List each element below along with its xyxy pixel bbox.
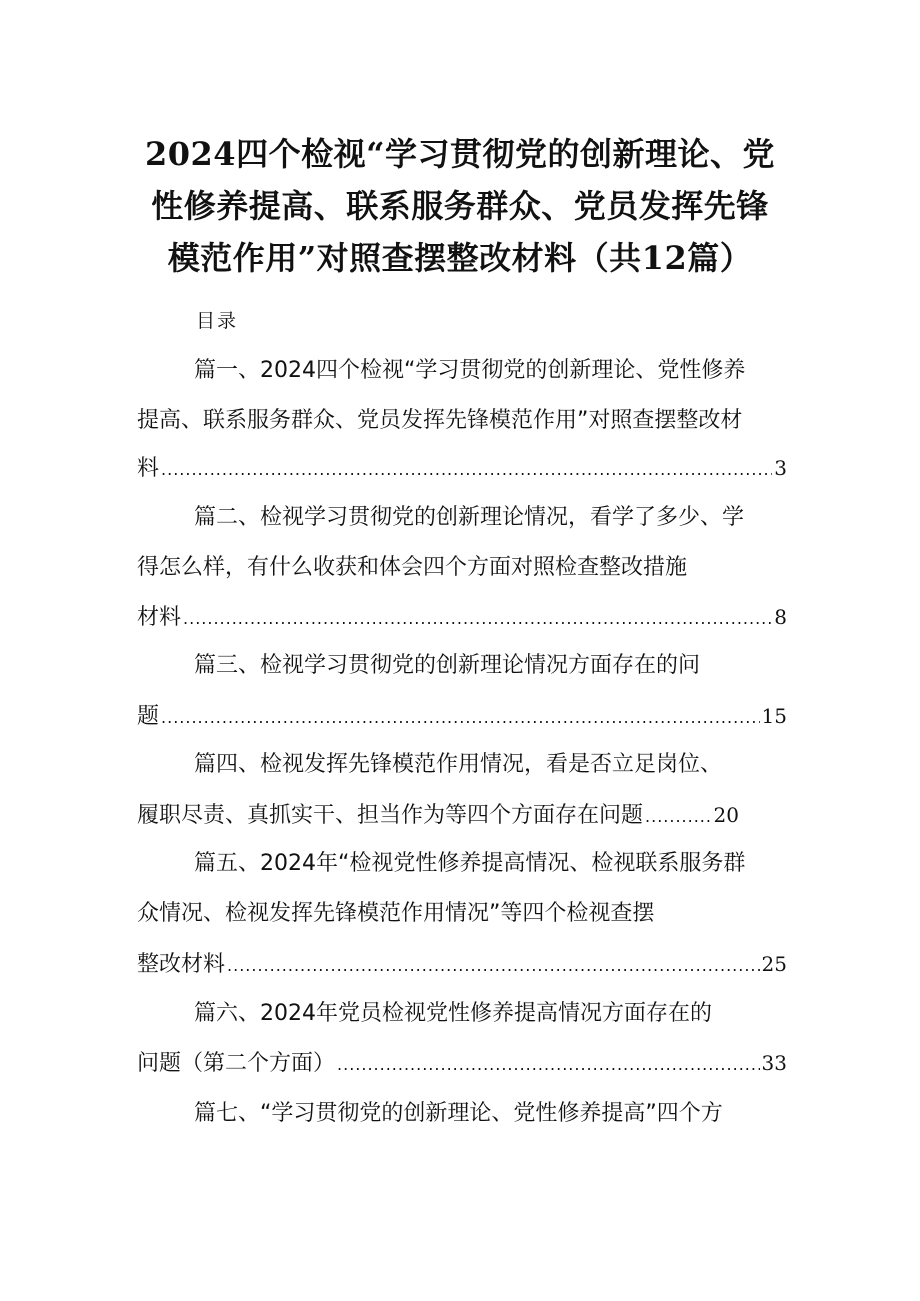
toc-entry-1-line-3[interactable] — [137, 448, 787, 488]
toc-entry-text: 履职尽责、真抓实干、担当作为等四个方面存在问题 — [137, 803, 644, 828]
toc-page-number: 15 — [761, 704, 787, 728]
toc-entry-1-line-1[interactable]: 篇一、2024四个检视“学习贯彻党的创新理论、党性修养 — [194, 358, 746, 383]
toc-page-number: 33 — [761, 1051, 787, 1075]
title-line-2: 性修养提高、联系服务群众、党员发挥先锋 — [151, 187, 769, 225]
toc-page-number: 25 — [761, 952, 787, 976]
toc-entry-2-line-3[interactable] — [137, 597, 787, 637]
toc-entry-4-line-1[interactable]: 篇四、检视发挥先锋模范作用情况，看是否立足岗位、 — [194, 752, 723, 777]
toc-entry-6-line-2[interactable] — [137, 1043, 787, 1083]
toc-entry-5-line-1[interactable]: 篇五、2024年“检视党性修养提高情况、检视联系服务群 — [194, 851, 746, 876]
dot-leader — [227, 946, 760, 986]
toc-entry-6-line-1[interactable]: 篇六、2024年党员检视党性修养提高情况方面存在的 — [194, 1001, 712, 1026]
toc-page-number: 3 — [774, 456, 787, 480]
dot-leader — [161, 698, 760, 738]
toc-entry-2-line-1[interactable]: 篇二、检视学习贯彻党的创新理论情况，看学了多少、学 — [194, 505, 745, 530]
toc-entry-2-line-2[interactable]: 得怎么样，有什么收获和体会四个方面对照检查整改措施 — [137, 555, 688, 580]
toc-entry-4-line-2[interactable] — [137, 795, 739, 835]
dot-leader — [161, 450, 772, 490]
toc-entry-7-line-1[interactable]: 篇七、“学习贯彻党的创新理论、党性修养提高”四个方 — [194, 1101, 723, 1126]
toc-entry-text: 题 — [137, 704, 160, 729]
title-line-1: 2024四个检视“学习贯彻党的创新理论、党 — [145, 135, 775, 173]
toc-entry-1-line-2[interactable]: 提高、联系服务群众、党员发挥先锋模范作用”对照查摆整改材 — [137, 408, 743, 433]
toc-entry-text: 料 — [137, 456, 160, 481]
dot-leader — [337, 1045, 760, 1085]
document-title — [120, 128, 800, 284]
toc-entry-5-line-2[interactable]: 众情况、检视发挥先锋模范作用情况”等四个检视查摆 — [137, 901, 655, 926]
toc-entry-text: 问题（第二个方面） — [137, 1051, 336, 1076]
toc-entry-text: 材料 — [137, 605, 182, 630]
dot-leader — [645, 797, 712, 837]
dot-leader — [183, 599, 772, 639]
toc-entry-3-line-1[interactable]: 篇三、检视学习贯彻党的创新理论情况方面存在的问 — [194, 653, 701, 678]
toc-page-number: 20 — [713, 803, 739, 827]
title-line-3: 模范作用”对照查摆整改材料（共12篇） — [167, 239, 753, 277]
toc-entry-3-line-2[interactable] — [137, 696, 787, 736]
toc-entry-5-line-3[interactable] — [137, 944, 787, 984]
toc-heading: 目录 — [196, 310, 239, 332]
toc-page-number: 8 — [774, 605, 787, 629]
toc-entry-text: 整改材料 — [137, 952, 226, 977]
